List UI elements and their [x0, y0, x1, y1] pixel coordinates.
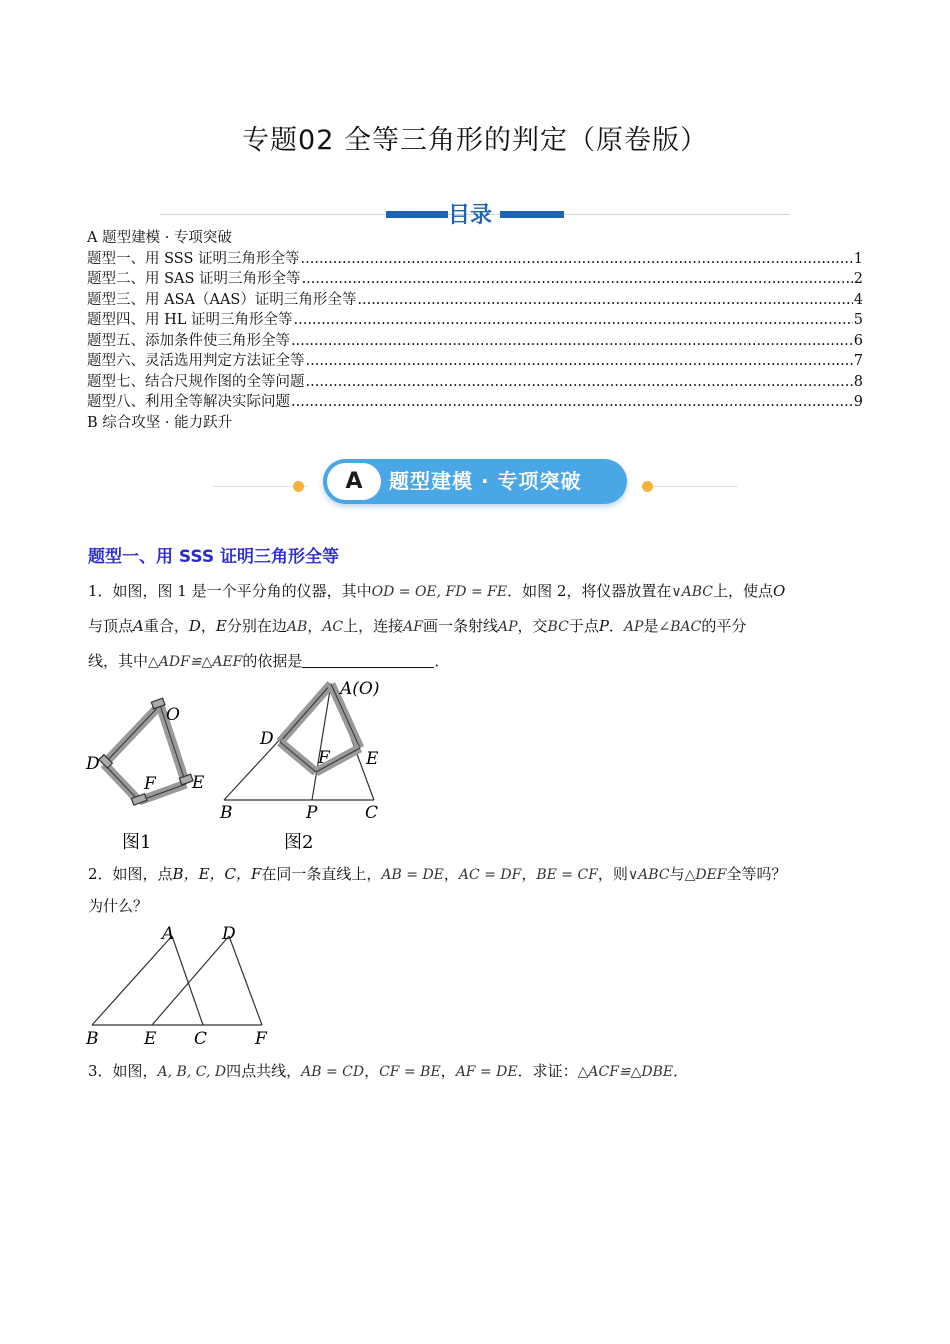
q1-line-2: 与顶点A重合，D，E分别在边AB，AC上，连接AF画一条射线AP，交BC于点P．AP是∠BAC的平分 — [88, 617, 747, 635]
fig2-label-d: D — [260, 729, 274, 749]
fig2-label-p: P — [306, 803, 318, 823]
fig2-label-b: B — [220, 803, 233, 823]
q2-figure — [84, 922, 284, 1050]
answer-blank[interactable] — [302, 651, 434, 668]
figure-2-triangle — [224, 684, 374, 800]
toc-item[interactable]: 题型二、用 SAS 证明三角形全等 ..... 2 — [87, 269, 863, 290]
fig2-label-a: A(O) — [340, 679, 380, 699]
fig2-label-e: E — [366, 749, 379, 769]
toc-part-b[interactable]: B 综合攻坚 · 能力跃升 — [87, 414, 233, 431]
toc-item[interactable]: 题型三、用 ASA（AAS）证明三角形全等 ..... 4 — [87, 290, 863, 311]
toc-heading-bar-left — [386, 211, 448, 218]
q1-line-1: 1．如图，图 1 是一个平分角的仪器，其中OD = OE, FD = FE．如图 2，将仪器放置在∨ABC上，使点O — [88, 582, 786, 600]
banner-line-right — [642, 486, 738, 487]
q2-label-c: C — [194, 1029, 208, 1049]
table-of-contents — [87, 228, 863, 433]
fig1-label-o: O — [166, 705, 180, 725]
section-title: 题型一、用 SSS 证明三角形全等 — [88, 547, 340, 567]
toc-item[interactable]: 题型六、灵活选用判定方法证全等 ..... 7 — [87, 351, 863, 372]
toc-item[interactable]: 题型八、利用全等解决实际问题 ..... 9 — [87, 392, 863, 413]
q2-segment-ab — [92, 936, 172, 1025]
banner-text: 题型建模 · 专项突破 — [389, 469, 582, 493]
toc-item[interactable]: 题型七、结合尺规作图的全等问题 ..... 8 — [87, 372, 863, 393]
fig2-label-c: C — [365, 803, 379, 823]
q2-label-f: F — [255, 1029, 267, 1049]
banner-letter: A — [327, 463, 381, 500]
fig1-label-e: E — [192, 773, 205, 793]
q1-figures — [84, 672, 404, 857]
q2-label-a: A — [162, 924, 175, 944]
toc-heading: 目录 — [448, 203, 493, 228]
banner-dot-right — [642, 481, 653, 492]
q2-label-e: E — [144, 1029, 157, 1049]
q2-line-1: 2．如图，点B，E，C，F在同一条直线上，AB = DE，AC = DF，BE = CF，则∨ABC与△DEF全等吗？ — [88, 865, 787, 883]
toc-item[interactable]: 题型五、添加条件使三角形全等 ..... 6 — [87, 331, 863, 352]
q2-label-d: D — [222, 924, 236, 944]
q2-segment-de — [152, 936, 229, 1025]
toc-part-a[interactable]: A 题型建模 · 专项突破 — [87, 230, 232, 246]
page-title: 专题02 全等三角形的判定（原卷版） — [242, 125, 708, 156]
fig2-caption: 图2 — [284, 832, 314, 853]
q2-segment-df — [229, 936, 262, 1025]
toc-item[interactable]: 题型一、用 SSS 证明三角形全等 ..... 1 — [87, 249, 863, 270]
fig1-caption: 图1 — [122, 832, 152, 853]
fig1-label-f: F — [144, 774, 156, 794]
fig1-label-d: D — [86, 754, 100, 774]
section-banner — [323, 459, 627, 504]
q2-line-2: 为什么？ — [88, 897, 149, 915]
toc-heading-bar-right — [500, 211, 564, 218]
question-1 — [88, 574, 863, 679]
q2-label-b: B — [86, 1029, 99, 1049]
fig2-label-f: F — [318, 748, 330, 768]
q2-segment-ac — [172, 936, 203, 1025]
toc-item[interactable]: 题型四、用 HL 证明三角形全等 ..... 5 — [87, 310, 863, 331]
question-3: 3．如图，A, B, C, D四点共线，AB = CD，CF = BE，AF = DE．求证：△ACF≌△DBE． — [88, 1062, 689, 1080]
q1-line-3: 线，其中△ADF≌△AEF的依据是 ． — [88, 652, 450, 670]
question-2 — [88, 857, 863, 920]
banner-dot-left — [293, 481, 304, 492]
